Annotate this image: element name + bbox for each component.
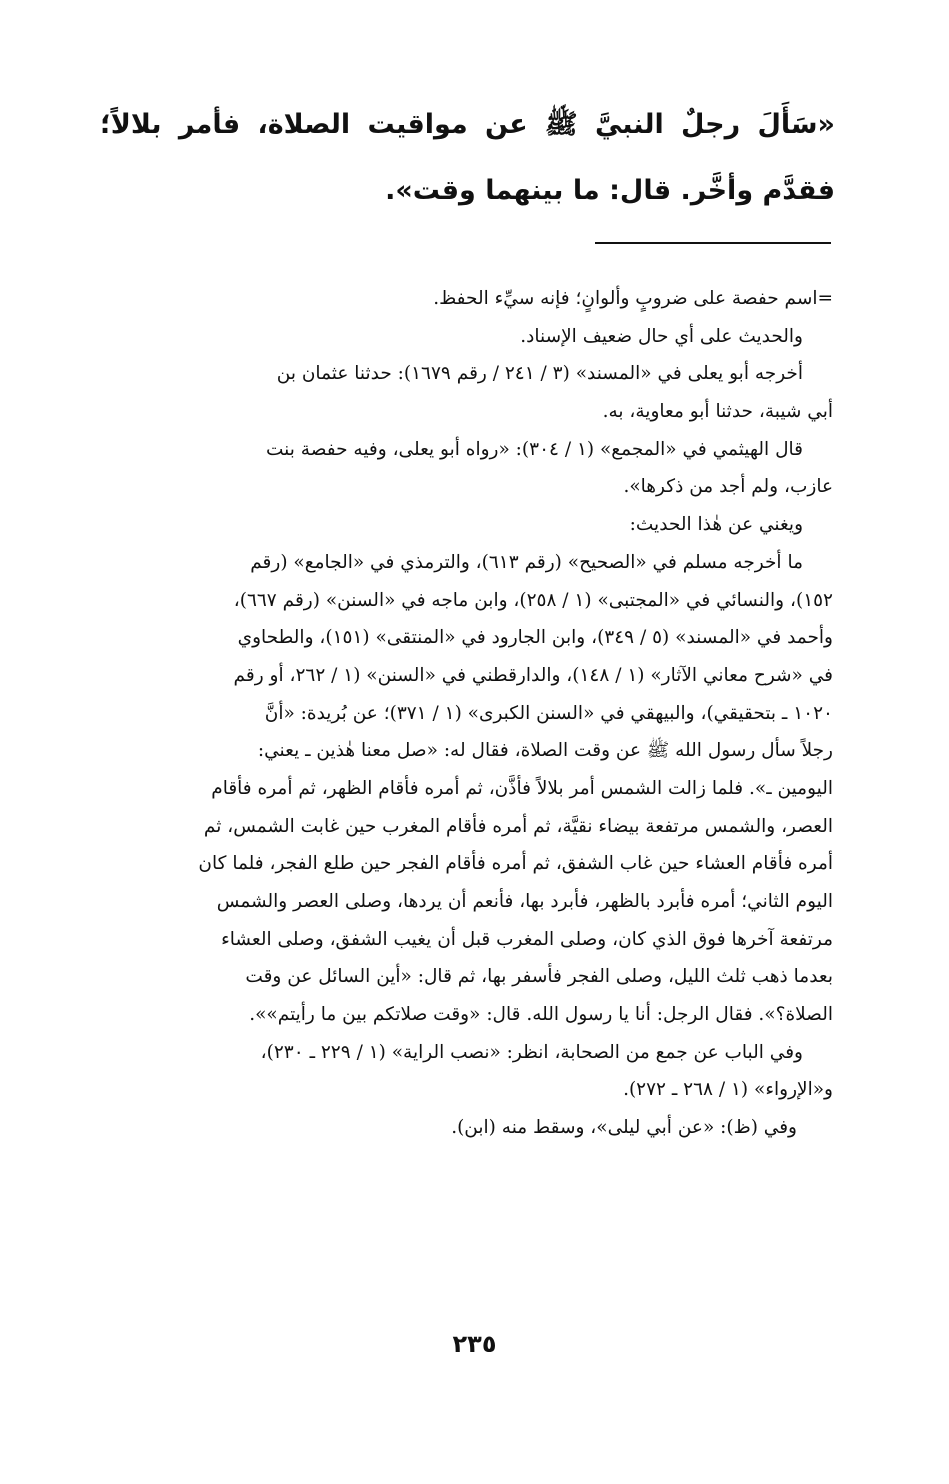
footnote-line: مرتفعة آخرها فوق الذي كان، وصلى المغرب قبل أن يغيب الشفق، وصلى العشاء — [221, 928, 833, 950]
footnote-line: وأحمد في «المسند» (٥ / ٣٤٩)، وابن الجارود في «المنتقى» (١٥١)، والطحاوي — [237, 627, 833, 649]
footnote-line: أبي شيبة، حدثنا أبو معاوية، به. — [602, 401, 833, 423]
footnote-line: أخرجه أبو يعلى في «المسند» (٣ / ٢٤١ / رقم ١٦٧٩): حدثنا عثمان بن — [276, 363, 803, 385]
footnote-line: ١٠٢٠ ـ بتحقيقي)، والبيهقي في «السنن الكبرى» (١ / ٣٧١)؛ عن بُريدة: «أنَّ — [264, 702, 833, 724]
footnote-line: اليوم الثاني؛ أمره فأبرد بالظهر، فأبرد بها، فأنعم أن يردها، وصلى العصر والشمس — [216, 891, 833, 912]
footnote-line: قال الهيثمي في «المجمع» (١ / ٣٠٤): «رواه أبو يعلى، وفيه حفصة بنت — [266, 438, 803, 460]
footnote-line: =اسم حفصة على ضروبٍ وألوانٍ؛ فإنه سيِّء الحفظ. — [433, 288, 833, 309]
hadith-text: «سَأَلَ رجلٌ النبيَّ ﷺ عن مواقيت الصلاة، فأمر بلالاً؛ فقدَّم وأخَّر. قال: ما بينهما وقت». — [100, 109, 835, 206]
footnote-line: والحديث على أي حال ضعيف الإسناد. — [520, 325, 803, 347]
footnote-line: بعدما ذهب ثلث الليل، وصلى الفجر فأسفر بها، ثم قال: «أين السائل عن وقت — [245, 966, 833, 988]
footnote-line: في «شرح معاني الآثار» (١ / ١٤٨)، والدارقطني في «السنن» (١ / ٢٦٢، أو رقم — [233, 664, 833, 686]
page-number: ٢٣٥ — [452, 1330, 497, 1358]
footnote-line: العصر، والشمس مرتفعة بيضاء نقيَّة، ثم أمره فأقام المغرب حين غابت الشمس، ثم — [203, 815, 833, 837]
footnote-line: أمره فأقام العشاء حين غاب الشفق، ثم أمره فأقام الفجر حين طلع الفجر، فلما كان — [198, 853, 833, 875]
footnote-line: رجلاً سأل رسول الله ﷺ عن وقت الصلاة، فقال له: «صل معنا هٰذين ـ يعني: — [257, 740, 833, 762]
footnote-line: ١٥٢)، والنسائي في «المجتبى» (١ / ٢٥٨)، وابن ماجه في «السنن» (رقم ٦٦٧)، — [233, 589, 833, 611]
footnotes-block — [118, 280, 833, 1147]
footnote-line: و«الإرواء» (١ / ٢٦٨ ـ ٢٧٢). — [623, 1079, 833, 1101]
footnote-divider — [595, 242, 831, 244]
footnote-line: وفي الباب عن جمع من الصحابة، انظر: «نصب الراية» (١ / ٢٢٩ ـ ٢٣٠)، — [260, 1041, 803, 1063]
footnote-line: وفي (ظ): «عن أبي ليلى»، وسقط منه (ابن). — [451, 1117, 797, 1139]
footnote-line: ويغني عن هٰذا الحديث: — [629, 514, 803, 536]
footnote-line: الصلاة؟». فقال الرجل: أنا يا رسول الله. قال: «وقت صلاتكم بين ما رأيتم»». — [249, 1004, 833, 1026]
footnote-line: اليومين ـ». فلما زالت الشمس أمر بلالاً فأذَّن، ثم أمره فأقام الظهر، ثم أمره فأقام — [211, 777, 833, 799]
footnote-line: ما أخرجه مسلم في «الصحيح» (رقم ٦١٣)، والترمذي في «الجامع» (رقم — [250, 551, 803, 573]
footnote-line: عازب، ولم أجد من ذكرها». — [623, 476, 833, 498]
